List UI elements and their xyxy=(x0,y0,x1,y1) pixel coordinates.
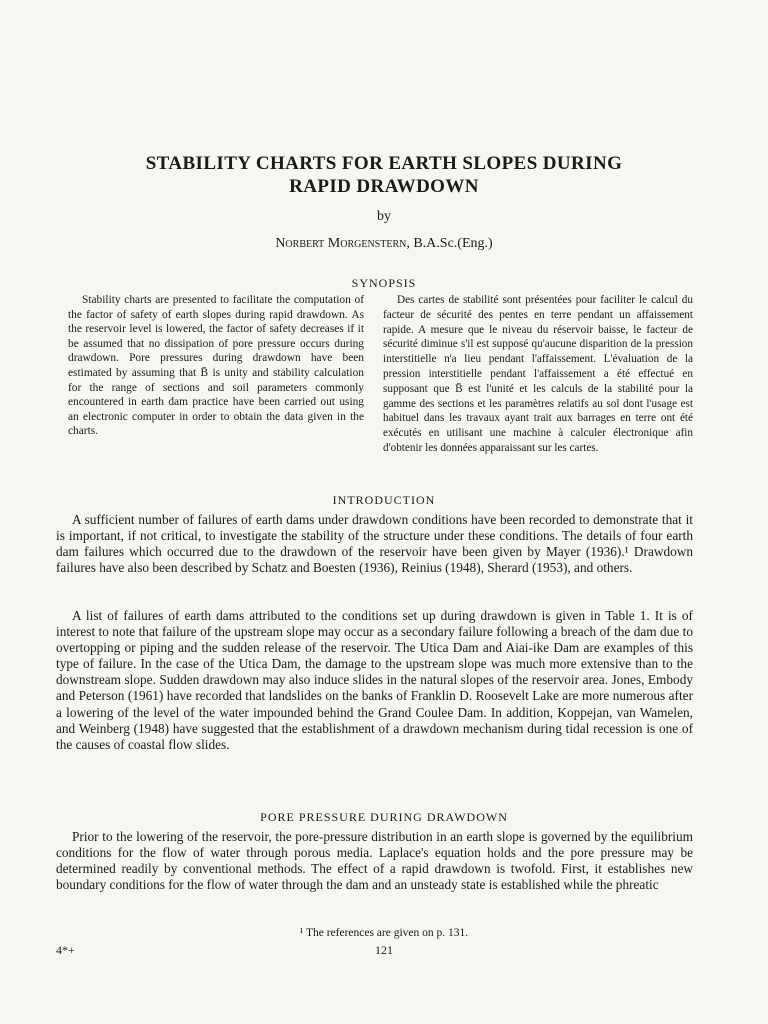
author xyxy=(0,236,768,252)
author-degree: B.A.Sc.(Eng.) xyxy=(409,236,493,251)
synopsis-french: Des cartes de stabilité sont présentées pour faciliter le calcul du facteur de sécurité des pentes en terre pendant un affaissement rapide. A mesure que le niveau du réservoir baisse, le facteur de sécurité diminue s'il est supposé qu'aucune disparition de la pression interstitielle n'a lieu pendant l'affaissement. L'évaluation de la pression interstitielle pendant l'affaissement a été effectué en supposant que B̄ est l'unité et les calculs de la stabilité pour la gamme des sections et les paramètres relatifs au sol dont l'usage est habituel dans les travaux ayant trait aux barrages en terre ont été exécutés en utilisant une machine à calculer électronique afin d'obtenir les données apparaissant sur les cartes. xyxy=(383,294,693,454)
page-number: 121 xyxy=(375,943,393,957)
pore-pressure-heading: PORE PRESSURE DURING DRAWDOWN xyxy=(260,810,508,824)
introduction-heading: INTRODUCTION xyxy=(332,493,436,507)
author-name: Norbert Morgenstern, xyxy=(275,236,410,251)
synopsis-heading: SYNOPSIS xyxy=(351,276,417,290)
footnote: ¹ The references are given on p. 131. xyxy=(299,927,469,939)
by-line: by xyxy=(377,209,391,224)
title-line-1: STABILITY CHARTS FOR EARTH SLOPES DURING xyxy=(145,153,623,174)
pore-pressure-paragraph: Prior to the lowering of the reservoir, the pore-pressure distribution in an earth slope is governed by the equilibrium conditions for the flow of water through porous media. Laplace's equation holds and the pore pressure may be determined readily by conventional methods. The effect of a rapid drawdown is twofold. First, it establishes new boundary conditions for the flow of water through the dam and an unsteady state is established while the phreatic xyxy=(56,829,693,893)
synopsis-english: Stability charts are presented to facilitate the computation of the factor of safety of earth slopes during rapid drawdown. As the reservoir level is lowered, the factor of safety decreases if it be assumed that no dissipation of pore pressure occurs during drawdown. Pore pressures during drawdown have been estimated by assuming that B̄ is unity and stability calculation for the range of sections and soil parameters commonly encountered in earth dam practice have been carried out using an electronic computer in order to obtain the data given in the charts. xyxy=(68,294,364,438)
title-line-2: RAPID DRAWDOWN xyxy=(289,176,479,197)
intro-paragraph-2: A list of failures of earth dams attributed to the conditions set up during drawdown is given in Table 1. It is of interest to note that failure of the upstream slope may occur as a secondary failure following a breach of the dam due to overtopping or piping and the sudden release of the reservoir. The Utica Dam and Aiai-ike Dam are examples of this type of failure. In the case of the Utica Dam, the damage to the upstream slope was much more extensive than to the downstream slope. Sudden drawdown may also induce slides in the natural slopes of the reservoir area. Jones, Embody and Peterson (1961) have recorded that landslides on the banks of Franklin D. Roosevelt Lake are more numerous after a lowering of the level of the water impounded behind the Grand Coulee Dam. In addition, Koppejan, van Wamelen, and Weinberg (1948) have suggested that the establishment of a drawdown mechanism during tidal recession is one of the causes of coastal flow slides. xyxy=(56,608,693,752)
signature-mark: 4*+ xyxy=(56,943,75,957)
intro-paragraph-1: A sufficient number of failures of earth dams under drawdown conditions have been recorded to demonstrate that it is important, if not critical, to investigate the stability of the structure under these conditions. The details of four earth dam failures which occurred due to the drawdown of the reservoir have been given by Mayer (1936).¹ Drawdown failures have also been described by Schatz and Boesten (1936), Reinius (1948), Sherard (1953), and others. xyxy=(56,512,693,576)
